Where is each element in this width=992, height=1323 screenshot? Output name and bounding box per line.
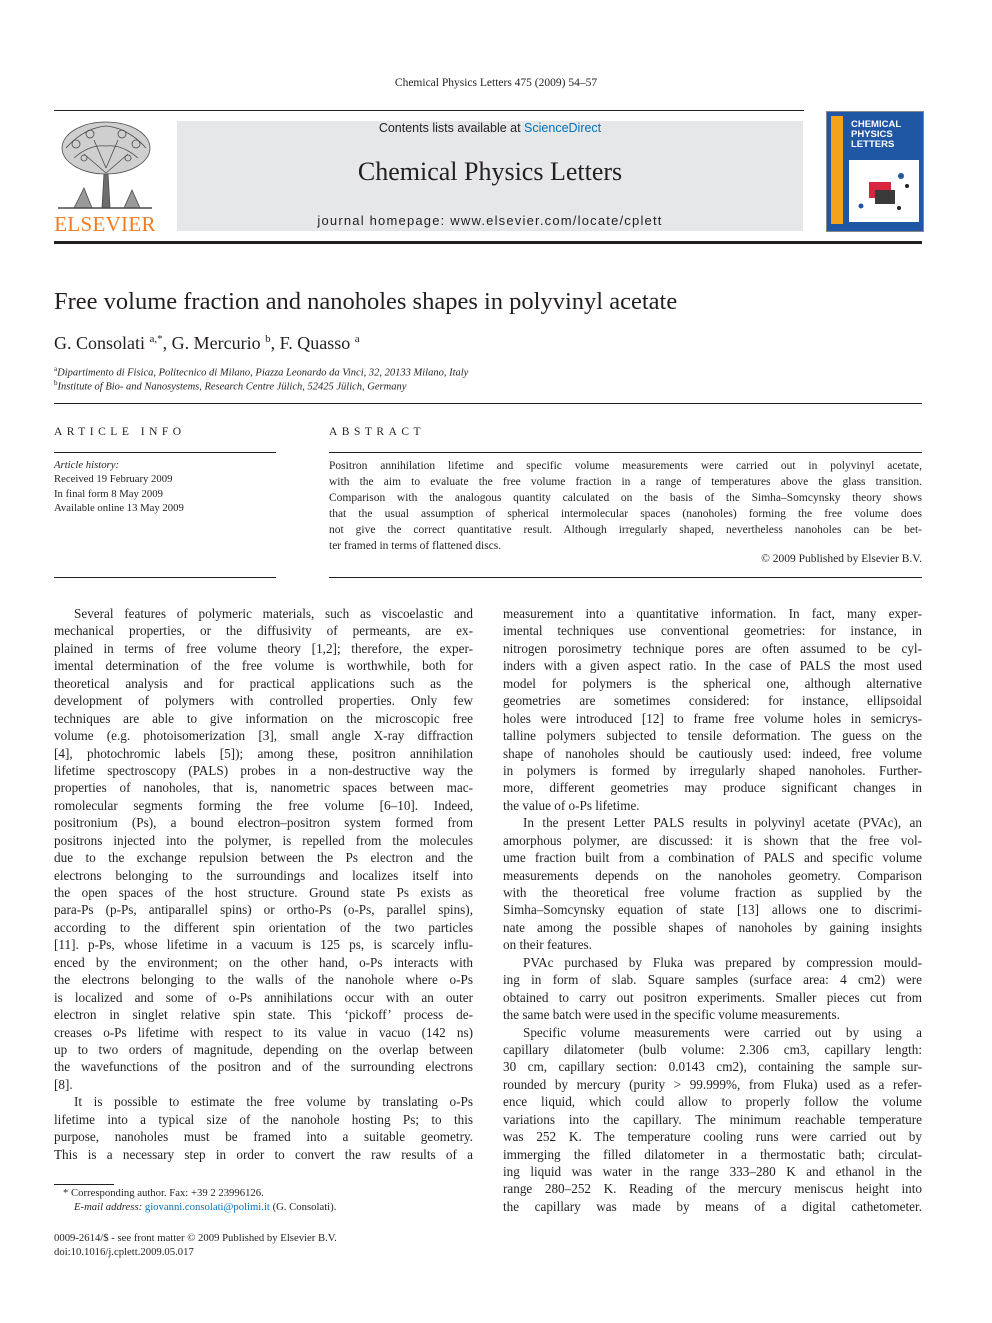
body-line: variations into the capillary. The minimum reachable temperature: [503, 1111, 922, 1127]
body-line: up to two orders of magnitude, depending on the overlap between: [54, 1041, 473, 1057]
body-line: on their features.: [503, 937, 592, 953]
divider: [54, 452, 276, 453]
body-line: positrons injected into the polymer, is repelled from the molecules: [54, 832, 473, 848]
body-line: ing in form of slab. Square samples (surface area: 4 cm2) were: [503, 972, 922, 988]
body-column-right: [503, 605, 922, 1215]
abstract-line: not give the correct quantitative result. Although irregularly shaped, nevertheless nanoholes can be bet-: [329, 524, 922, 537]
body-line: para-Ps (p-Ps, antiparallel spins) or ortho-Ps (o-Ps, parallel spins),: [54, 902, 473, 918]
body-line: In the present Letter PALS results in polyvinyl acetate (PVAc), an: [523, 815, 922, 831]
email-link[interactable]: giovanni.consolati@polimi.it: [144, 1201, 270, 1214]
body-line: amorphous polymer, are discussed: it is shown that the free vol-: [503, 832, 922, 848]
issn-line: 0009-2614/$ - see front matter © 2009 Published by Elsevier B.V.: [54, 1232, 337, 1244]
abstract-line: with the aim to evaluate the free volume fraction in a range of temperatures above the glass transition.: [329, 476, 922, 489]
body-line: lifetime spectroscopy (PALS) probes in a non-destructive way the: [54, 762, 473, 778]
affiliation: [54, 365, 468, 379]
molecule-icon: [849, 160, 919, 222]
history-final-form: In final form 8 May 2009: [54, 487, 163, 500]
body-line: immerging the filled dilatometer in a thermostatic bath; circulat-: [503, 1146, 922, 1162]
body-line: volume (e.g. photoisomerization [3], small angle X-ray diffraction: [54, 728, 473, 744]
journal-banner: [177, 121, 803, 231]
affiliation-text: Dipartimento di Fisica, Politecnico di Milano, Piazza Leonardo da Vinci, 32, 20133 Milano, Italy: [57, 367, 469, 379]
body-line: is localized and some of o-Ps annihilations occur with an outer: [54, 989, 473, 1005]
body-line: enced by the environment; on the other hand, o-Ps interacts with: [54, 954, 473, 970]
author-affiliation-mark[interactable]: a,*: [149, 333, 163, 345]
journal-cover-thumbnail[interactable]: [826, 111, 924, 232]
footnote-rule: [54, 1184, 114, 1185]
journal-homepage-link[interactable]: journal homepage: www.elsevier.com/locate/cplett: [317, 213, 663, 228]
abstract-line: ter framed in terms of flattened discs.: [329, 540, 502, 553]
author-name[interactable]: G. Mercurio: [171, 333, 261, 353]
footnote-corresponding: * Corresponding author. Fax: +39 2 23996126.: [63, 1187, 264, 1199]
body-line: [8].: [54, 1076, 73, 1092]
divider: [54, 577, 276, 578]
journal-reference: Chemical Physics Letters 475 (2009) 54–57: [394, 77, 598, 89]
body-line: holes were introduced [12] to frame free volume holes in semicrys-: [503, 710, 922, 726]
email-label: E-mail address:: [74, 1201, 145, 1214]
body-line: theoretical analysis and for practical applications such as the: [54, 675, 473, 691]
body-line: inders with a given aspect ratio. In the case of PALS the most used: [503, 658, 922, 674]
history-label: Article history:: [54, 459, 120, 471]
article-info-heading: ARTICLE INFO: [54, 426, 186, 438]
body-line: ence liquid, which could allow to properly follow the volume: [503, 1094, 922, 1110]
body-line: electrons belonging to the surroundings and localizes itself into: [54, 867, 473, 883]
body-line: geometries are sometimes considered: for instance, ellipsoidal: [503, 693, 922, 709]
journal-name: Chemical Physics Letters: [357, 157, 623, 186]
body-line: mechanical properties, or the diffusivity of permeants, are ex-: [54, 623, 473, 639]
body-line: techniques are able to give information on the microscopic free: [54, 710, 473, 726]
body-line: the electrons belonging to the walls of the nanohole where o-Ps: [54, 972, 473, 988]
body-line: the capillary was made by means of a digital cathetometer.: [503, 1198, 922, 1214]
issn-block: [54, 1231, 337, 1260]
body-line: due to the exchange repulsion between the Ps electron and the: [54, 850, 473, 866]
body-line: with the theoretical free volume fraction as supplied by the: [503, 885, 922, 900]
body-line: the value of o-Ps lifetime.: [503, 797, 640, 813]
body-line: more, different geometries may produce significant changes in: [503, 780, 922, 796]
body-line: electron in singlet relative spin state. This ‘pickoff’ process de-: [54, 1007, 473, 1023]
body-line: measurement into a quantitative information. In fact, many exper-: [503, 606, 922, 621]
history-received: Received 19 February 2009: [54, 473, 173, 486]
body-line: model for polymers is the spherical one, although alternative: [503, 675, 922, 691]
body-line: imental techniques use conventional geometries: for instance, in: [503, 623, 922, 639]
elsevier-tree-icon: [54, 118, 156, 210]
author-affiliation-mark[interactable]: b: [265, 333, 271, 345]
history-online: Available online 13 May 2009: [54, 501, 184, 514]
corresponding-author-footnote: [54, 1186, 336, 1215]
cover-title: [851, 120, 901, 150]
contents-line: [177, 121, 803, 135]
elsevier-wordmark: ELSEVIER: [54, 212, 156, 236]
body-line: the same batch were used in the specific volume measurements.: [503, 1007, 840, 1023]
body-line: creases o-Ps lifetime with respect to its value in vacuo (142 ns): [54, 1024, 473, 1040]
body-line: purpose, nanoholes must be framed into a suitable geometry.: [54, 1129, 473, 1145]
affiliation: [54, 379, 406, 393]
abstract-line: Positron annihilation lifetime and specific volume measurements were carried out in polyvinyl acetate,: [329, 460, 922, 472]
body-line: was 252 K. The temperature cooling runs were carried out by: [503, 1129, 922, 1145]
author-name[interactable]: F. Quasso: [279, 333, 351, 353]
body-line: obtained to carry out positron experiments. Smaller pieces cut from: [503, 989, 922, 1005]
body-line: the wavefunctions of the positron and of the surrounding electrons: [54, 1059, 473, 1075]
body-line: Specific volume measurements were carried out by using a: [523, 1024, 922, 1040]
body-line: PVAc purchased by Fluka was prepared by compression mould-: [523, 954, 922, 970]
cover-title-line: CHEMICAL: [851, 119, 902, 130]
body-line: It is possible to estimate the free volume by translating o-Ps: [74, 1094, 473, 1110]
body-column-left: [54, 605, 473, 1163]
body-line: Several features of polymeric materials, such as viscoelastic and: [74, 606, 473, 621]
body-line: shape of nanoholes should be cautiously used: indeed, free volume: [503, 745, 922, 761]
body-line: ume fraction built from a combination of PALS and specific volume: [503, 850, 922, 866]
author-name[interactable]: G. Consolati: [54, 333, 146, 353]
elsevier-logo[interactable]: [54, 118, 156, 236]
body-line: development of polymers with controlled properties. Only few: [54, 693, 473, 709]
cover-title-line: PHYSICS: [851, 129, 893, 140]
body-line: lifetime into a typical size of the nanohole hosting Ps; to this: [54, 1111, 473, 1127]
abstract-copyright: © 2009 Published by Elsevier B.V.: [761, 553, 922, 565]
author-list: G. Consolati $^{a,*}$, G. Mercurio $^b$, F. Quasso $^a$: [54, 333, 360, 353]
divider: [329, 577, 922, 578]
body-line: range 280–252 K. Reading of the mercury meniscus height into: [503, 1181, 922, 1197]
article-history: [54, 458, 184, 515]
sciencedirect-link[interactable]: ScienceDirect: [524, 121, 602, 135]
body-line: measurements depends on the nanoholes geometry. Comparison: [503, 867, 922, 883]
affiliation-mark: a: [54, 365, 58, 373]
body-line: Simha–Somcynsky equation of state [13] allows one to discrimi-: [503, 902, 922, 918]
cover-strip: [831, 116, 843, 224]
header-rule: [54, 110, 804, 111]
affiliation-text: Institute of Bio- and Nanosystems, Research Centre Jülich, 52425 Jülich, Germany: [57, 381, 407, 393]
email-suffix: (G. Consolati).: [269, 1201, 337, 1214]
body-line: ing liquid was water in the range 333–280 K and ethanol in the: [503, 1164, 922, 1179]
cover-title-line: LETTERS: [851, 139, 895, 150]
abstract-text: [329, 458, 922, 555]
body-line: This is a necessary step in order to convert the raw results of a: [54, 1146, 473, 1162]
abstract-heading: ABSTRACT: [329, 426, 426, 438]
body-line: the open spaces of the host structure. Ground state Ps exists as: [54, 885, 473, 900]
body-line: [11]. p-Ps, whose lifetime in a vacuum is 125 ps, is scarcely influ-: [54, 937, 473, 953]
body-line: in polymers is formed by irregularly shaped nanoholes. Further-: [503, 762, 922, 778]
body-line: romolecular segments forming the free volume [6–10]. Indeed,: [54, 797, 473, 813]
body-line: capillary dilatometer (bulb volume: 2.306 cm3, capillary length:: [503, 1041, 922, 1057]
body-line: nitrogen porosimetry technique pores are often assumed to be cyl-: [503, 640, 922, 656]
body-line: imental determination of the free volume is worthwhile, both for: [54, 658, 473, 674]
body-line: plained in terms of free volume theory [1,2]; therefore, the exper-: [54, 640, 473, 656]
body-line: rounded by mercury (purity > 99.999%, from Fluka) used as a refer-: [503, 1076, 922, 1092]
body-line: nate among the possible shapes of nanoholes by gaining insights: [503, 919, 922, 935]
body-line: positronium (Ps), a bound electron–positron system formed from: [54, 815, 473, 831]
body-line: 30 cm, capillary section: 0.0143 cm2), containing the sample sur-: [503, 1059, 922, 1075]
header-thick-rule: [54, 241, 922, 244]
abstract-line: that the usual assumption of spherical intermolecular spaces (nanoholes) forming the free volume does: [329, 508, 922, 521]
divider: [54, 403, 922, 404]
author-affiliation-mark[interactable]: a: [354, 333, 360, 345]
body-line: talline polymers subjected to tensile deformation. The guess on the: [503, 728, 922, 744]
divider: [329, 452, 922, 453]
contents-prefix: Contents lists available at: [378, 121, 525, 135]
doi-link[interactable]: doi:10.1016/j.cplett.2009.05.017: [54, 1246, 194, 1259]
body-line: properties of nanoholes, that is, nanometric spaces between mac-: [54, 780, 473, 796]
affiliation-mark: b: [54, 379, 58, 387]
article-title: Free volume fraction and nanoholes shapes in polyvinyl acetate: [54, 288, 678, 315]
cover-illustration: [849, 160, 919, 222]
body-line: according to the different spin orientation of the two particles: [54, 919, 473, 935]
abstract-line: Comparison with the analogous quantity calculated on the basis of the Simha–Somcynsky theory shows: [329, 492, 922, 505]
body-line: [4], photochromic labels [5]); among these, positron annihilation: [54, 745, 473, 761]
